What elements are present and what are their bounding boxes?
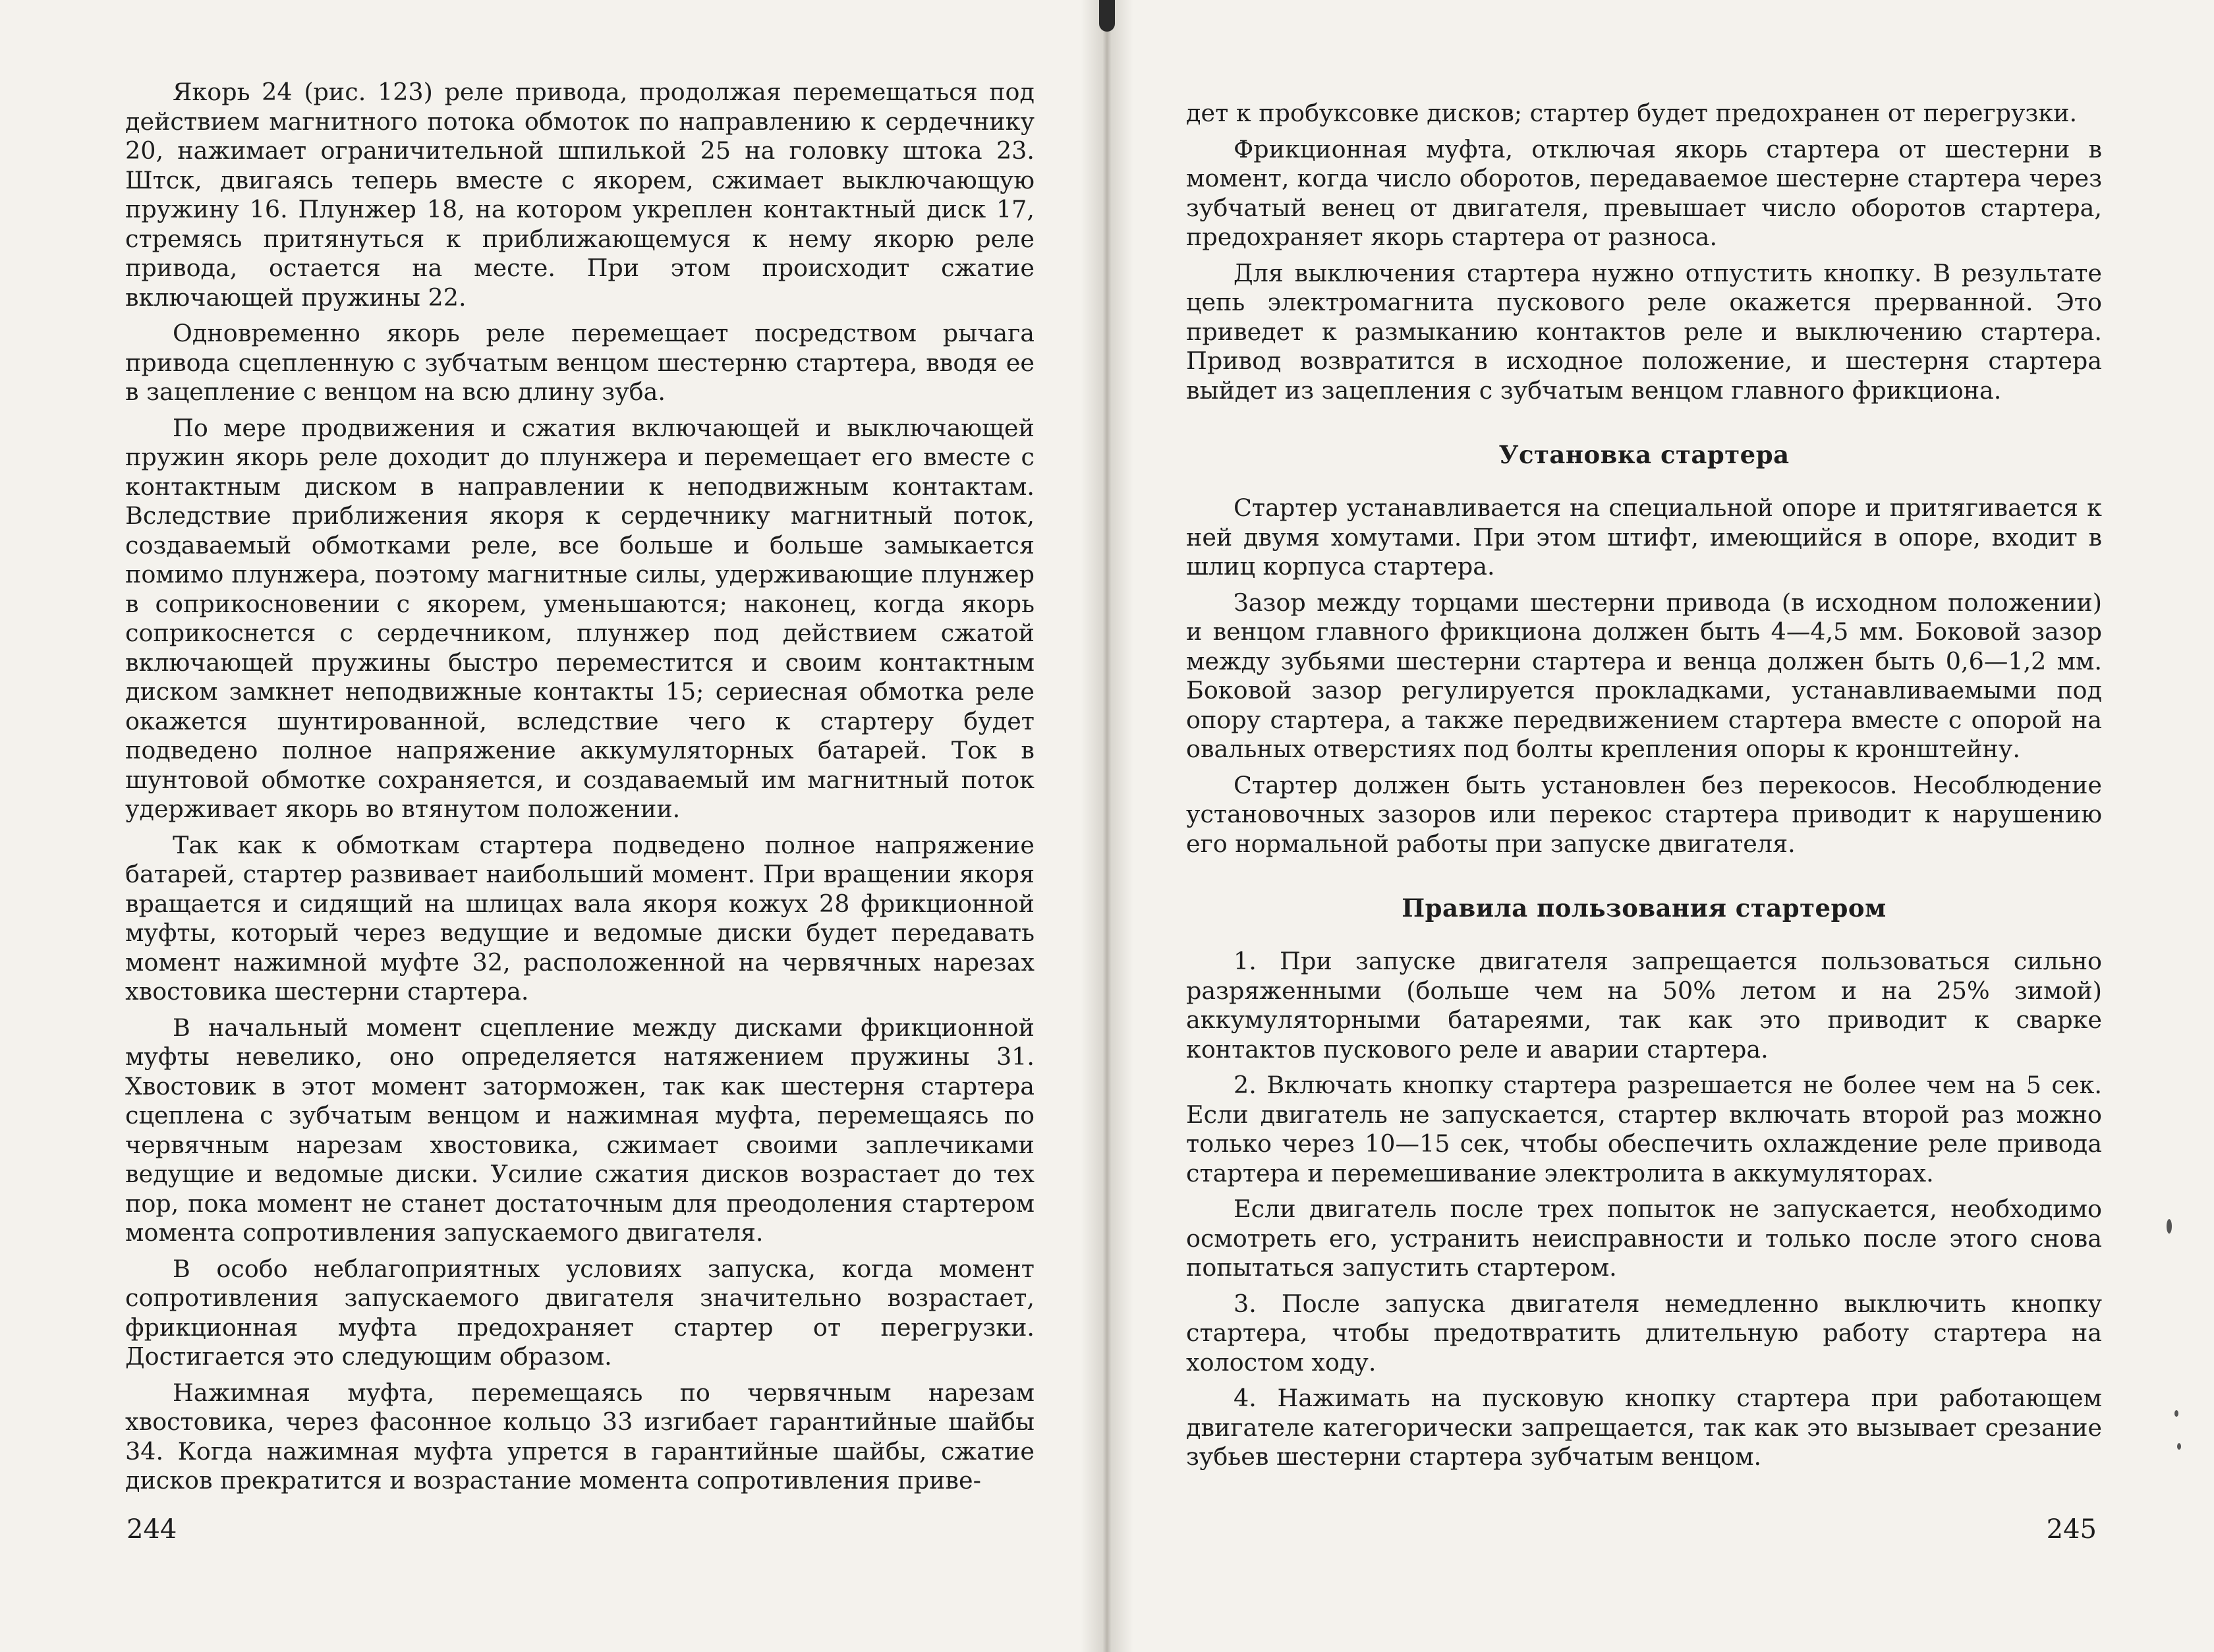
paragraph: Одновременно якорь реле перемещает посредством рычага привода сцепленную с зубчатым венцом шестерню стартера, вводя ее в зацепление с венцом на всю длину зуба. bbox=[125, 319, 1035, 406]
left-page bbox=[112, 0, 1035, 1652]
page-number: 244 bbox=[127, 1514, 177, 1545]
right-page-text bbox=[1186, 99, 2102, 1472]
list-item: 1. При запуске двигателя запрещается пользоваться сильно разряженными (больше чем на 50% летом и на 25% зимой) аккумуляторными батареями, так как это приводит к сварке контактов пускового реле и аварии стартера. bbox=[1186, 947, 2102, 1064]
paragraph: Зазор между торцами шестерни привода (в исходном положении) и венцом главного фрикциона должен быть 4—4,5 мм. Боковой зазор между зубьями шестерни стартера и венца должен быть 0,6—1,2 мм. Боковой зазор регулируется прокладками, устанавливаемыми под опору стартера, а также передвижением стартера вместе с опорой на овальных отверстиях под болты крепления опоры к кронштейну. bbox=[1186, 588, 2102, 763]
paragraph: Для выключения стартера нужно отпустить кнопку. В результате цепь электромагнита пускового реле окажется прерванной. Это приведет к размыканию контактов реле и выключению стартера. Привод возвратится в исходное положение, и шестерня стартера выйдет из зацепления с зубчатым венцом главного фрикциона. bbox=[1186, 258, 2102, 405]
scan-speck bbox=[2177, 1443, 2181, 1450]
paragraph: В особо неблагоприятных условиях запуска, когда момент сопротивления запускаемого двигателя значительно возрастает, фрикционная муфта предохраняет стартер от перегрузки. Достигается это следующим образом. bbox=[125, 1254, 1035, 1371]
list-item: 3. После запуска двигателя немедленно выключить кнопку стартера, чтобы предотвратить длительную работу стартера на холостом ходу. bbox=[1186, 1289, 2102, 1377]
scan-speck bbox=[2174, 1410, 2178, 1417]
paragraph: Нажимная муфта, перемещаясь по червячным нарезам хвостовика, через фасонное кольцо 33 изгибает гарантийные шайбы 34. Когда нажимная муфта упрется в гарантийные шайбы, сжатие дисков прекратится и возрастание момента сопротивления приве- bbox=[125, 1378, 1035, 1495]
list-item: 2. Включать кнопку стартера разрешается не более чем на 5 сек. Если двигатель не запускается, стартер включать второй раз можно только через 10—15 сек, чтобы обеспечить охлаждение реле привода стартера и перемешивание электролита в аккумуляторах. bbox=[1186, 1071, 2102, 1187]
paragraph: Стартер должен быть установлен без перекосов. Несоблюдение установочных зазоров или перекос стартера приводит к нарушению его нормальной работы при запуске двигателя. bbox=[1186, 770, 2102, 858]
paragraph: По мере продвижения и сжатия включающей и выключающей пружин якорь реле доходит до плунжера и перемещает его вместе с контактным диском в направлении к неподвижным контактам. Вследствие приближения якоря к сердечнику магнитный поток, создаваемый обмотками реле, все больше и больше замыкается помимо плунжера, поэтому магнитные силы, удерживающие плунжер в соприкосновении с якорем, уменьшаются; наконец, когда якорь соприкоснется с сердечником, плунжер под действием сжатой включающей пружины быстро переместится и своим контактным диском замкнет неподвижные контакты 15; сериесная обмотка реле окажется шунтированной, вследствие чего к стартеру будет подведено полное напряжение аккумуляторных батарей. Ток в шунтовой обмотке сохраняется, и создаваемый им магнитный поток удерживает якорь во втянутом положении. bbox=[125, 413, 1035, 823]
paragraph: Стартер устанавливается на специальной опоре и притягивается к ней двумя хомутами. При этом штифт, имеющийся в опоре, входит в шлиц корпуса стартера. bbox=[1186, 494, 2102, 581]
scan-speck bbox=[2167, 1219, 2172, 1234]
section-heading: Правила пользования стартером bbox=[1402, 894, 1887, 923]
paragraph: дет к пробуксовке дисков; стартер будет предохранен от перегрузки. bbox=[1186, 99, 2078, 127]
page-number: 245 bbox=[2046, 1514, 2097, 1545]
book-gutter bbox=[1081, 0, 1133, 1652]
paragraph: Так как к обмоткам стартера подведено полное напряжение батарей, стартер развивает наибольший момент. При вращении якоря вращается и сидящий на шлицах вала якоря кожух 28 фрикционной муфты, который через ведущие и ведомые диски будет передавать момент нажимной муфте 32, расположенной на червячных нарезах хвостовика шестерни стартера. bbox=[125, 830, 1035, 1006]
right-page bbox=[1179, 0, 2102, 1652]
paragraph: Фрикционная муфта, отключая якорь стартера от шестерни в момент, когда число оборотов, передаваемое шестерне стартера через зубчатый венец от двигателя, превышает число оборотов стартера, предохраняет якорь стартера от разноса. bbox=[1186, 134, 2102, 251]
section-heading: Установка стартера bbox=[1498, 440, 1790, 469]
left-page-text bbox=[125, 78, 1035, 1496]
paragraph: Если двигатель после трех попыток не запускается, необходимо осмотреть его, устранить неисправности и только после этого снова попытаться запустить стартером. bbox=[1186, 1195, 2102, 1282]
binding-mark bbox=[1099, 0, 1115, 32]
paragraph: Якорь 24 (рис. 123) реле привода, продолжая перемещаться под действием магнитного потока обмоток по направлению к сердечнику 20, нажимает ограничительной шпилькой 25 на головку штока 23. Штск, двигаясь теперь вместе с якорем, сжимает выключающую пружину 16. Плунжер 18, на котором укреплен контактный диск 17, стремясь притянуться к приближающемуся к нему якорю реле привода, остается на месте. При этом происходит сжатие включающей пружины 22. bbox=[125, 78, 1035, 312]
paragraph: В начальный момент сцепление между дисками фрикционной муфты невелико, оно определяется натяжением пружины 31. Хвостовик в этот момент заторможен, так как шестерня стартера сцеплена с зубчатым венцом и нажимная муфта, перемещаясь по червячным нарезам хвостовика, сжимает своими заплечиками ведущие и ведомые диски. Усилие сжатия дисков возрастает до тех пор, пока момент не станет достаточным для преодоления стартером момента сопротивления запускаемого двигателя. bbox=[125, 1013, 1035, 1247]
list-item: 4. Нажимать на пусковую кнопку стартера при работающем двигателе категорически запрещается, так как это вызывает срезание зубьев шестерни стартера зубчатым венцом. bbox=[1186, 1384, 2102, 1471]
